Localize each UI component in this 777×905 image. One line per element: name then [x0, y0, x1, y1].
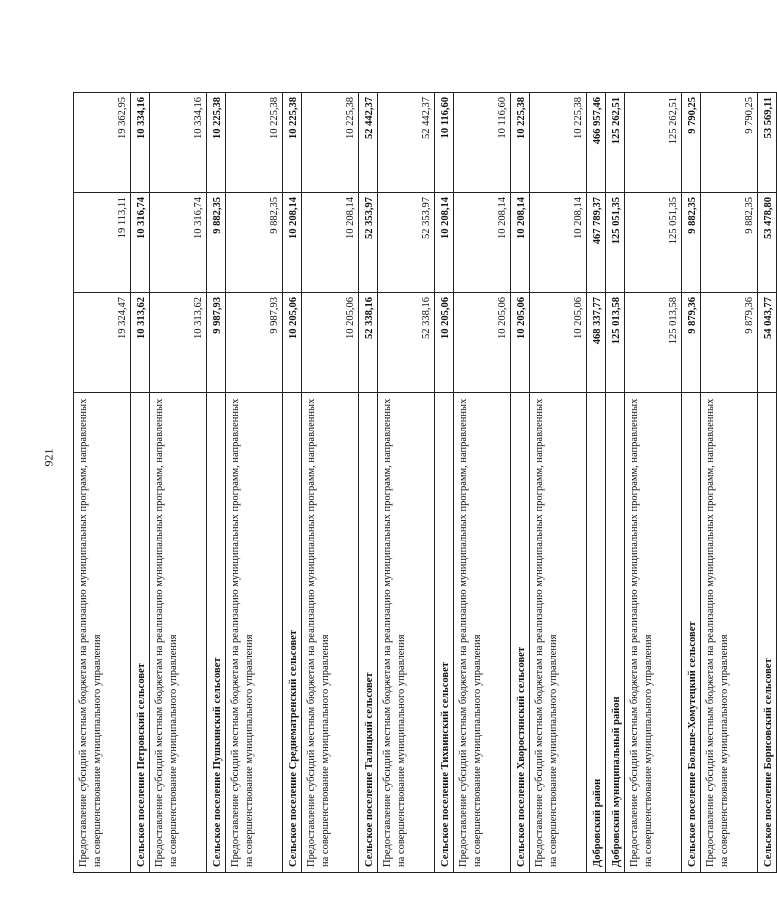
page-number	[40, 443, 58, 471]
table-row-section-header	[207, 93, 226, 873]
row-label: Сельское поселение Борисовский сельсовет	[758, 393, 777, 873]
value-col-1: 10 205,06	[530, 293, 587, 393]
row-label: Добровский муниципальный район	[606, 393, 625, 873]
value-col-2: 19 113,11	[74, 193, 131, 293]
row-label: Добровский район	[587, 393, 606, 873]
value-col-3: 10 225,38	[226, 93, 283, 193]
value-col-3: 9 790,25	[682, 93, 701, 193]
value-col-1: 19 324,47	[74, 293, 131, 393]
value-col-1: 10 313,62	[150, 293, 207, 393]
value-col-1: 10 205,06	[283, 293, 302, 393]
value-col-1: 125 013,58	[625, 293, 682, 393]
value-col-2: 10 208,14	[435, 193, 454, 293]
row-label: Сельское поселение Среднематренский сельсовет	[283, 393, 302, 873]
row-label: Сельское поселение Тихвинский сельсовет	[435, 393, 454, 873]
value-col-1: 10 205,06	[511, 293, 530, 393]
table-row-description	[378, 93, 435, 873]
value-col-2: 10 208,14	[302, 193, 359, 293]
table-row-section-header	[359, 93, 378, 873]
value-col-2: 125 051,35	[625, 193, 682, 293]
table-row-description	[302, 93, 359, 873]
value-col-3: 53 569,11	[758, 93, 777, 193]
value-col-3: 125 262,51	[625, 93, 682, 193]
row-label: Предоставление субсидий местным бюджетам на реализацию муниципальных программ, направленных на совершенствование муниципального управления	[150, 393, 207, 873]
value-col-1: 9 879,36	[682, 293, 701, 393]
value-col-2: 9 882,35	[701, 193, 758, 293]
table-row-section-header	[511, 93, 530, 873]
value-col-3: 52 442,37	[378, 93, 435, 193]
budget-table	[73, 92, 777, 873]
value-col-3: 10 116,60	[454, 93, 511, 193]
row-label: Сельское поселение Петровский сельсовет	[131, 393, 150, 873]
value-col-2: 9 882,35	[226, 193, 283, 293]
value-col-3: 19 362,95	[74, 93, 131, 193]
budget-table-container	[73, 93, 774, 873]
value-col-2: 10 208,14	[454, 193, 511, 293]
page-number-text: 921	[41, 448, 56, 466]
value-col-2: 10 208,14	[283, 193, 302, 293]
value-col-1: 10 313,62	[131, 293, 150, 393]
table-row-section-header	[435, 93, 454, 873]
table-row-section-header	[283, 93, 302, 873]
table-row-description	[454, 93, 511, 873]
value-col-1: 9 987,93	[226, 293, 283, 393]
value-col-3: 10 225,38	[511, 93, 530, 193]
value-col-1: 125 013,58	[606, 293, 625, 393]
row-label: Предоставление субсидий местным бюджетам на реализацию муниципальных программ, направленных на совершенствование муниципального управления	[74, 393, 131, 873]
value-col-3: 10 334,16	[150, 93, 207, 193]
value-col-1: 10 205,06	[302, 293, 359, 393]
value-col-3: 9 790,25	[701, 93, 758, 193]
value-col-3: 10 225,38	[207, 93, 226, 193]
row-label: Сельское поселение Больше-Хомутецкий сельсовет	[682, 393, 701, 873]
row-label: Сельское поселение Пушкинский сельсовет	[207, 393, 226, 873]
value-col-2: 467 789,37	[587, 193, 606, 293]
value-col-1: 10 205,06	[454, 293, 511, 393]
row-label: Предоставление субсидий местным бюджетам на реализацию муниципальных программ, направленных на совершенствование муниципального управления	[701, 393, 758, 873]
value-col-2: 10 316,74	[150, 193, 207, 293]
value-col-2: 53 478,80	[758, 193, 777, 293]
budget-table-body	[74, 93, 777, 873]
table-row-section-header	[131, 93, 150, 873]
value-col-2: 10 316,74	[131, 193, 150, 293]
row-label: Сельское поселение Талицкий сельсовет	[359, 393, 378, 873]
table-row-description	[625, 93, 682, 873]
table-row-description	[226, 93, 283, 873]
row-label: Предоставление субсидий местным бюджетам на реализацию муниципальных программ, направленных на совершенствование муниципального управления	[625, 393, 682, 873]
row-label: Предоставление субсидий местным бюджетам на реализацию муниципальных программ, направленных на совершенствование муниципального управления	[302, 393, 359, 873]
table-row-description	[74, 93, 131, 873]
value-col-1: 468 337,77	[587, 293, 606, 393]
value-col-3: 125 262,51	[606, 93, 625, 193]
value-col-2: 10 208,14	[511, 193, 530, 293]
value-col-2: 10 208,14	[530, 193, 587, 293]
value-col-3: 10 116,60	[435, 93, 454, 193]
value-col-2: 9 882,35	[682, 193, 701, 293]
value-col-1: 52 338,16	[359, 293, 378, 393]
table-row-section-header	[587, 93, 606, 873]
value-col-1: 10 205,06	[435, 293, 454, 393]
table-row-section-header	[758, 93, 777, 873]
value-col-1: 9 879,36	[701, 293, 758, 393]
value-col-3: 10 225,38	[530, 93, 587, 193]
value-col-1: 52 338,16	[378, 293, 435, 393]
value-col-3: 10 225,38	[302, 93, 359, 193]
value-col-2: 52 353,97	[359, 193, 378, 293]
row-label: Предоставление субсидий местным бюджетам на реализацию муниципальных программ, направленных на совершенствование муниципального управления	[226, 393, 283, 873]
row-label: Предоставление субсидий местным бюджетам на реализацию муниципальных программ, направленных на совершенствование муниципального управления	[378, 393, 435, 873]
row-label: Предоставление субсидий местным бюджетам на реализацию муниципальных программ, направленных на совершенствование муниципального управления	[530, 393, 587, 873]
row-label: Предоставление субсидий местным бюджетам на реализацию муниципальных программ, направленных на совершенствование муниципального управления	[454, 393, 511, 873]
value-col-1: 54 043,77	[758, 293, 777, 393]
table-row-description	[701, 93, 758, 873]
value-col-3: 466 957,46	[587, 93, 606, 193]
table-row-section-header	[682, 93, 701, 873]
table-row-description	[150, 93, 207, 873]
value-col-1: 9 987,93	[207, 293, 226, 393]
value-col-2: 52 353,97	[378, 193, 435, 293]
table-row-section-header	[606, 93, 625, 873]
value-col-3: 52 442,37	[359, 93, 378, 193]
value-col-3: 10 225,38	[283, 93, 302, 193]
value-col-2: 125 051,35	[606, 193, 625, 293]
row-label: Сельское поселение Хворостянский сельсовет	[511, 393, 530, 873]
value-col-2: 9 882,35	[207, 193, 226, 293]
value-col-3: 10 334,16	[131, 93, 150, 193]
table-row-description	[530, 93, 587, 873]
